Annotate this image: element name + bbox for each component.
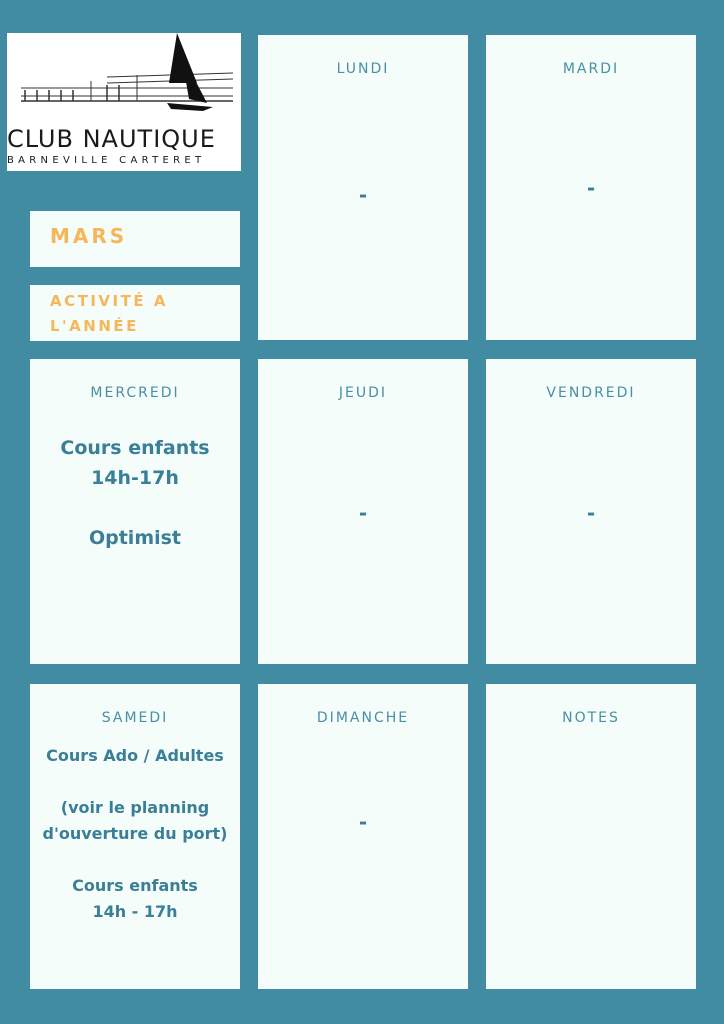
day-title-lundi: LUNDI bbox=[336, 61, 390, 77]
activity-label: ACTIVITÉ A L'ANNÉE bbox=[50, 292, 168, 335]
mercredi-line: Cours enfants bbox=[60, 437, 210, 459]
samedi-line bbox=[30, 847, 240, 873]
day-card-lundi bbox=[258, 35, 468, 340]
club-logo bbox=[7, 33, 241, 171]
day-card-mercredi bbox=[30, 359, 240, 664]
day-title-samedi: SAMEDI bbox=[101, 710, 169, 726]
day-content-lundi: - bbox=[358, 183, 368, 207]
mercredi-line: 14h-17h bbox=[91, 467, 179, 489]
samedi-line: Cours enfants bbox=[72, 876, 198, 895]
day-card-samedi bbox=[30, 684, 240, 989]
day-content-jeudi: - bbox=[358, 501, 368, 525]
logo-subtitle: BARNEVILLE CARTERET bbox=[7, 155, 206, 166]
sailboat-logo-graphic bbox=[7, 33, 241, 125]
day-title-vendredi: VENDREDI bbox=[546, 385, 636, 401]
logo-title: CLUB NAUTIQUE bbox=[7, 125, 216, 153]
notes-card bbox=[486, 684, 696, 989]
mercredi-line bbox=[30, 493, 240, 523]
day-card-vendredi bbox=[486, 359, 696, 664]
day-card-mardi bbox=[486, 35, 696, 340]
day-content-mardi: - bbox=[586, 176, 596, 200]
day-title-mercredi: MERCREDI bbox=[90, 385, 180, 401]
activity-box bbox=[30, 285, 240, 341]
month-label: MARS bbox=[50, 224, 128, 248]
day-content-dimanche: - bbox=[358, 810, 368, 834]
day-title-dimanche: DIMANCHE bbox=[316, 710, 410, 726]
samedi-line: (voir le planning bbox=[60, 798, 210, 817]
day-card-jeudi bbox=[258, 359, 468, 664]
day-content-vendredi: - bbox=[586, 501, 596, 525]
day-card-dimanche bbox=[258, 684, 468, 989]
samedi-line: 14h - 17h bbox=[92, 902, 178, 921]
mercredi-line: Optimist bbox=[88, 527, 182, 549]
day-content-mercredi bbox=[30, 433, 240, 553]
day-title-mardi: MARDI bbox=[562, 61, 620, 77]
day-title-jeudi: JEUDI bbox=[338, 385, 388, 401]
month-box bbox=[30, 211, 240, 267]
samedi-line bbox=[30, 769, 240, 795]
day-content-samedi bbox=[30, 743, 240, 925]
samedi-line: Cours Ado / Adultes bbox=[46, 746, 224, 765]
notes-title: NOTES bbox=[562, 710, 620, 726]
samedi-line: d'ouverture du port) bbox=[42, 824, 228, 843]
